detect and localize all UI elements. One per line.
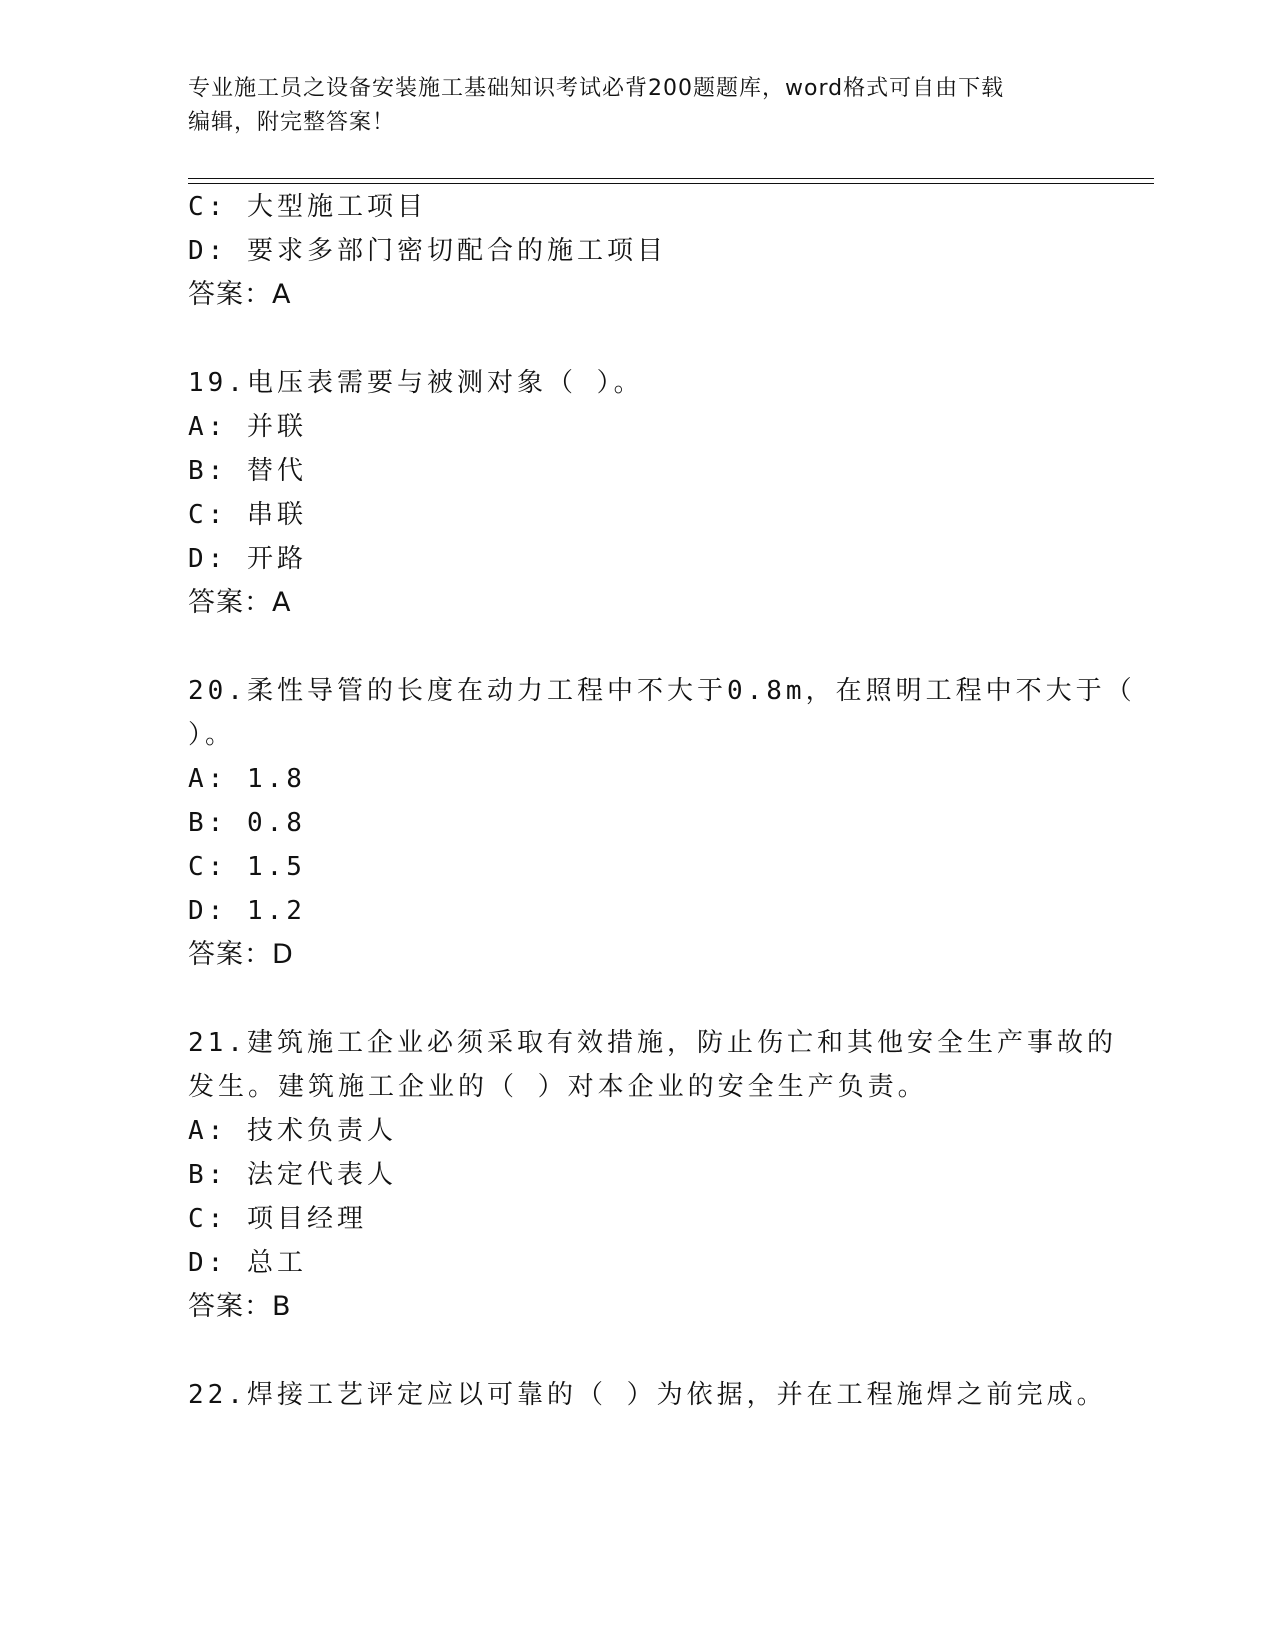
q19-option-b: B: 替代 <box>188 456 307 486</box>
q21-option-a: A: 技术负责人 <box>188 1116 397 1146</box>
q21-option-d: D: 总工 <box>188 1248 307 1278</box>
q20-option-d: D: 1.2 <box>188 896 306 926</box>
q20-option-c: C: 1.5 <box>188 852 306 882</box>
q22-stem: 22.焊接工艺评定应以可靠的（ ）为依据，并在工程施焊之前完成。 <box>188 1380 1107 1410</box>
prev-answer: 答案：A <box>188 279 292 310</box>
header-divider-top <box>188 178 1154 179</box>
q21-stem-line1: 21.建筑施工企业必须采取有效措施，防止伤亡和其他安全生产事故的 <box>188 1028 1117 1058</box>
q21-answer: 答案：B <box>188 1291 292 1322</box>
q19-answer: 答案：A <box>188 587 292 618</box>
q20-answer: 答案：D <box>188 939 294 970</box>
header-divider-bottom <box>188 183 1154 184</box>
q19-option-a: A: 并联 <box>188 412 307 442</box>
prev-option-d: D: 要求多部门密切配合的施工项目 <box>188 236 667 266</box>
q20-stem-line1: 20.柔性导管的长度在动力工程中不大于0.8m，在照明工程中不大于（ <box>188 676 1136 706</box>
q21-option-c: C: 项目经理 <box>188 1204 367 1234</box>
q19-stem: 19.电压表需要与被测对象（ ）。 <box>188 368 644 398</box>
q19-option-d: D: 开路 <box>188 544 307 574</box>
q21-stem-line2: 发生。建筑施工企业的（ ）对本企业的安全生产负责。 <box>188 1072 928 1102</box>
q20-option-b: B: 0.8 <box>188 808 306 838</box>
q20-stem-line2: ）。 <box>188 720 236 750</box>
header-title-line2: 编辑，附完整答案！ <box>188 110 396 135</box>
prev-option-c: C: 大型施工项目 <box>188 192 427 222</box>
q19-option-c: C: 串联 <box>188 500 307 530</box>
q20-option-a: A: 1.8 <box>188 764 306 794</box>
header-title-line1: 专业施工员之设备安装施工基础知识考试必背200题题库，word格式可自由下载 <box>188 76 1005 101</box>
q21-option-b: B: 法定代表人 <box>188 1160 397 1190</box>
document-header <box>188 72 1068 140</box>
